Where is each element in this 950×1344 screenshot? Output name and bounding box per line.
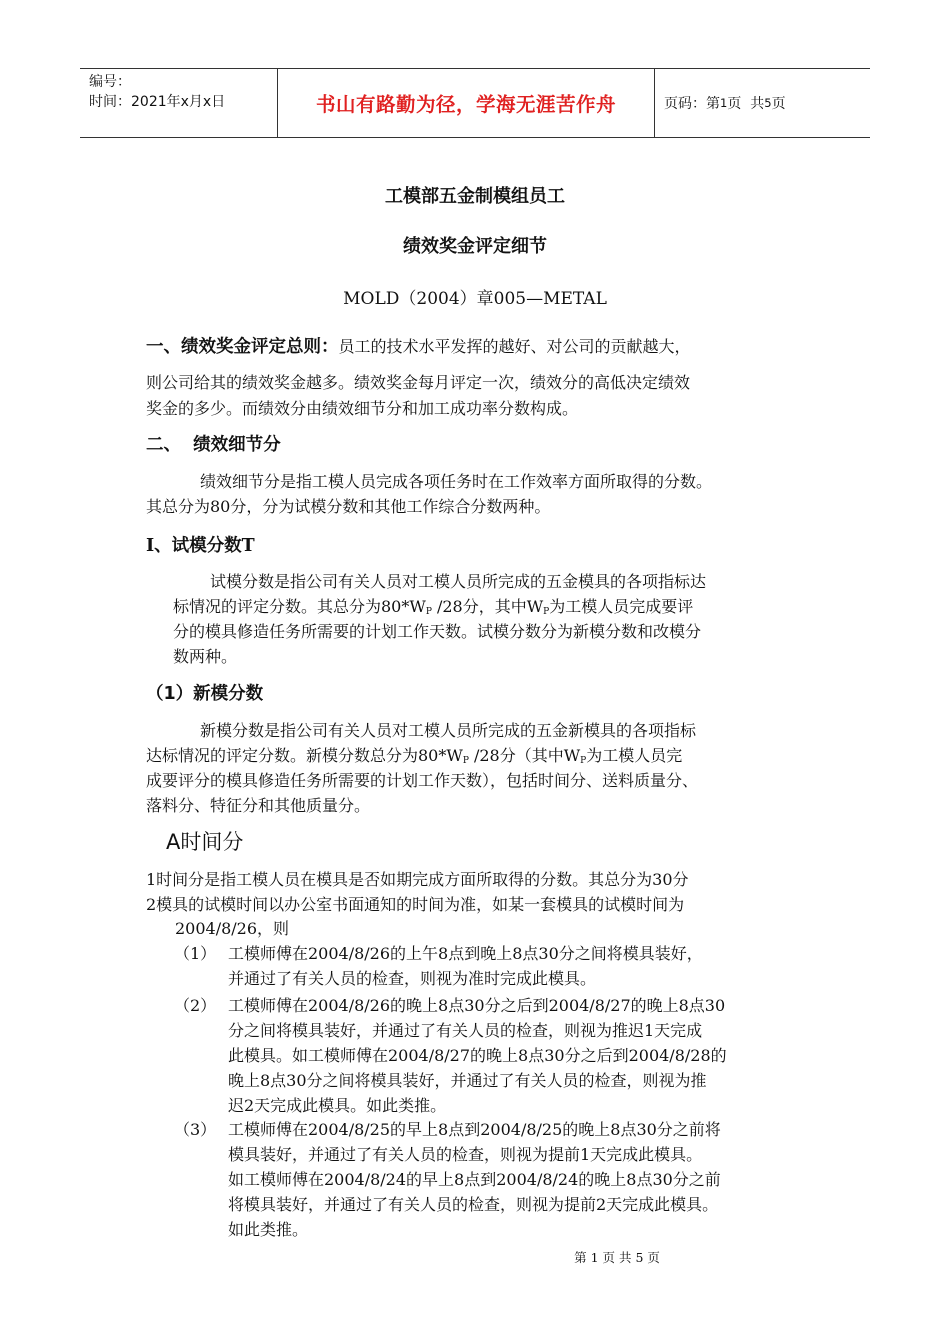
- sectionA-p2-line2: 2004/8/26，则: [175, 919, 290, 938]
- subsection1-line1: 新模分数是指公司有关人员对工模人员所完成的五金新模具的各项指标: [200, 721, 697, 740]
- subsection1-line3: 成要评分的模具修造任务所需要的计划工作天数），包括时间分、送料质量分、: [146, 771, 699, 790]
- item3-line2: 模具装好，并通过了有关人员的检查，则视为提前1天完成此模具。: [228, 1145, 703, 1164]
- section1-text: 员工的技术水平发挥的越好、对公司的贡献越大，: [338, 337, 691, 356]
- item1-line2: 并通过了有关人员的检查，则视为准时完成此模具。: [228, 969, 597, 988]
- item2-line1: 工模师傅在2004/8/26的晚上8点30分之后到2004/8/27的晚上8点30: [228, 996, 726, 1015]
- page-footer: 第 1 页 共 5 页: [574, 1250, 660, 1265]
- document-title: 工模部五金制模组员工: [385, 186, 565, 207]
- item3-line1: 工模师傅在2004/8/25的早上8点到2004/8/25的晚上8点30分之前将: [228, 1120, 721, 1139]
- document-subtitle: 绩效奖金评定细节: [403, 236, 547, 257]
- section2-heading: 二、 绩效细节分: [146, 435, 281, 455]
- item2-number: （2）: [174, 996, 217, 1015]
- document-code: MOLD（2004）章005—METAL: [343, 289, 607, 309]
- sectionI-sub2: P: [543, 607, 550, 617]
- section1-line3: 奖金的多少。而绩效分由绩效细节分和加工成功率分数构成。: [146, 399, 579, 418]
- section1-line1: [146, 333, 691, 358]
- header-info-cell: [80, 69, 278, 137]
- item1-line1: 工模师傅在2004/8/26的上午8点到晚上8点30分之间将模具装好，: [228, 944, 703, 963]
- sectionI-line2a: 标情况的评定分数。其总分为80*W: [173, 597, 426, 616]
- sectionI-sub1: P: [425, 607, 432, 617]
- page-total: 5: [764, 96, 772, 110]
- subsection1-line2: [146, 743, 682, 766]
- header-table: [80, 68, 870, 138]
- section2-line1: 绩效细节分是指工模人员完成各项任务时在工作效率方面所取得的分数。: [200, 472, 713, 491]
- section2-line2: 其总分为80分，分为试模分数和其他工作综合分数两种。: [146, 497, 551, 516]
- sectionI-heading: I、试模分数T: [146, 536, 255, 556]
- subsection1-line2a: 达标情况的评定分数。新模分数总分为80*W: [146, 746, 463, 765]
- item2-line2: 分之间将模具装好，并通过了有关人员的检查，则视为推迟1天完成: [228, 1021, 703, 1040]
- subsection1-line4: 落料分、特征分和其他质量分。: [146, 796, 371, 815]
- sectionA-heading: A时间分: [166, 830, 244, 854]
- section1-line2: 则公司给其的绩效奖金越多。绩效奖金每月评定一次，绩效分的高低决定绩效: [146, 373, 691, 392]
- sectionI-line1: 试模分数是指公司有关人员对工模人员所完成的五金模具的各项指标达: [210, 572, 707, 591]
- subsection1-line2c: 为工模人员完: [586, 746, 683, 765]
- page-mid: 页 共: [727, 96, 765, 112]
- document-date-label: 时间：2021年x月x日: [89, 94, 226, 110]
- section1-heading: 一、绩效奖金评定总则：: [146, 337, 339, 357]
- document-code-label: 编号：: [89, 74, 131, 90]
- sectionA-p1: 1时间分是指工模人员在模具是否如期完成方面所取得的分数。其总分为30分: [146, 870, 689, 889]
- item2-line4: 晚上8点30分之间将模具装好，并通过了有关人员的检查，则视为推: [228, 1071, 707, 1090]
- sectionI-line2: [173, 594, 693, 617]
- item3-line4: 将模具装好，并通过了有关人员的检查，则视为提前2天完成此模具。: [228, 1195, 719, 1214]
- subsection1-heading: （1）新模分数: [146, 684, 264, 704]
- subsection1-sub2: P: [580, 756, 587, 766]
- header-motto: 书山有路勤为径，学海无涯苦作舟: [278, 69, 655, 137]
- item2-line3: 此模具。如工模师傅在2004/8/27的晚上8点30分之后到2004/8/28的: [228, 1046, 727, 1065]
- subsection1-sub1: P: [462, 756, 469, 766]
- sectionI-line2b: /28分，其中W: [431, 597, 544, 616]
- page-number: 1: [720, 96, 728, 110]
- item2-line5: 迟2天完成此模具。如此类推。: [228, 1096, 447, 1115]
- header-page-info: [655, 69, 870, 137]
- sectionA-p2-line1: 2模具的试模时间以办公室书面通知的时间为准，如某一套模具的试模时间为: [146, 895, 685, 914]
- item3-line5: 如此类推。: [228, 1220, 309, 1239]
- item3-number: （3）: [174, 1120, 217, 1139]
- sectionI-line2c: 为工模人员完成要评: [549, 597, 694, 616]
- item1-number: （1）: [174, 944, 217, 963]
- page-end: 页: [771, 96, 786, 112]
- sectionI-line4: 数两种。: [173, 647, 238, 666]
- sectionI-line3: 分的模具修造任务所需要的计划工作天数。试模分数分为新模分数和改模分: [173, 622, 702, 641]
- subsection1-line2b: /28分（其中W: [468, 746, 581, 765]
- item3-line3: 如工模师傅在2004/8/24的早上8点到2004/8/24的晚上8点30分之前: [228, 1170, 721, 1189]
- page-label: 页码：第: [664, 96, 720, 112]
